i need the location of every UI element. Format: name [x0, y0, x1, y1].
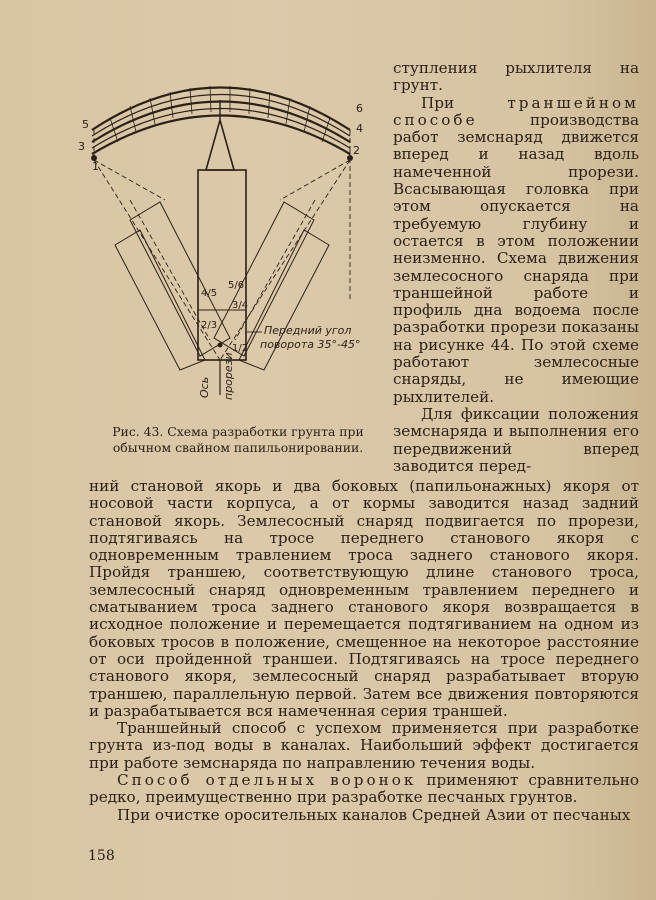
- dredging-scheme-svg: [70, 70, 380, 400]
- full-width-text: [89, 478, 639, 824]
- front-angle-label-1: Передний угол: [264, 324, 352, 337]
- paragraph: Траншейный способ с успехом применяется при разработке грунта из-под воды в каналах. Наибольший эффект достигается при работе земснаряда по направлению течения воды.: [89, 719, 639, 772]
- label-4-5: 4/5: [201, 288, 218, 299]
- label-5: 5: [82, 118, 89, 131]
- figure-caption: Рис. 43. Схема разработки грунта при обычном свайном папильонировании.: [112, 424, 364, 455]
- label-1: 1: [92, 160, 99, 173]
- page-number: 158: [88, 848, 115, 864]
- figure-43-diagram: [70, 70, 380, 400]
- paragraph: При очистке оросительных каналов Средней Азии от песчаных: [117, 805, 631, 824]
- label-4: 4: [356, 122, 363, 135]
- label-2: 2: [353, 144, 360, 157]
- axis-label-2: прорези: [222, 352, 235, 400]
- right-column-text: [393, 60, 639, 475]
- front-angle-label-2: поворота 35°-45°: [260, 338, 361, 351]
- spaced-emphasis: траншейном способе: [393, 93, 639, 129]
- paragraph: Способ отдельных воронок применяют сравнительно редко, преимущественно при разработке песчаных грунтов.: [89, 771, 640, 807]
- label-6: 6: [356, 102, 363, 115]
- label-2-3: 2/3: [201, 320, 218, 331]
- paragraph: ний становой якорь и два боковых (папильонажных) якоря от носовой части корпуса, а от кормы заводится назад задний становой якорь. Землесосный снаряд подвигается по прорези, подтягиваясь на тросе переднего станового якоря с одновременным травлением троса заднего станового якоря. Пройдя траншею, соответствующую длине станового троса, землесосный снаряд одновременным травлением переднего и сматыванием троса заднего станового якоря возвращается в исходное положение и перемещается подтягиванием на одном из боковых тросов в положение, смещенное на некоторое расстояние от оси пройденной траншеи. Подтягиваясь на тросе переднего станового якоря, землесосный снаряд разрабатывает вторую траншею, параллельную первой. Затем все движения повторяются и разрабатывается вся намеченная серия траншей.: [89, 477, 639, 720]
- paragraph: ступления рыхлителя на грунт.: [393, 59, 639, 95]
- spaced-emphasis: Способ отдельных воронок: [117, 771, 417, 790]
- paragraph: При траншейном способе производства работ земснаряд движется вперед и назад вдоль намеченной прорези. Всасывающая головка при этом опускается на требуемую глубину и остается в этом положении неизменно. Схема движения землесосного снаряда при траншейной работе и профиль дна водоема после разработки прорези показаны на рисунке 44. По этой схеме работают землесосные снаряды, не имеющие рыхлителей.: [393, 93, 639, 406]
- suction-ladder: [206, 120, 234, 170]
- axis-label-1: Ось: [198, 376, 211, 398]
- label-1-2: 1/2: [232, 343, 249, 354]
- label-3: 3: [78, 140, 85, 153]
- label-3-4: 3/4: [232, 300, 249, 311]
- paragraph: Для фиксации положения земснаряда и выполнения его передвижений вперед заводится перед-: [393, 404, 639, 475]
- label-5-6: 5/6: [228, 280, 245, 291]
